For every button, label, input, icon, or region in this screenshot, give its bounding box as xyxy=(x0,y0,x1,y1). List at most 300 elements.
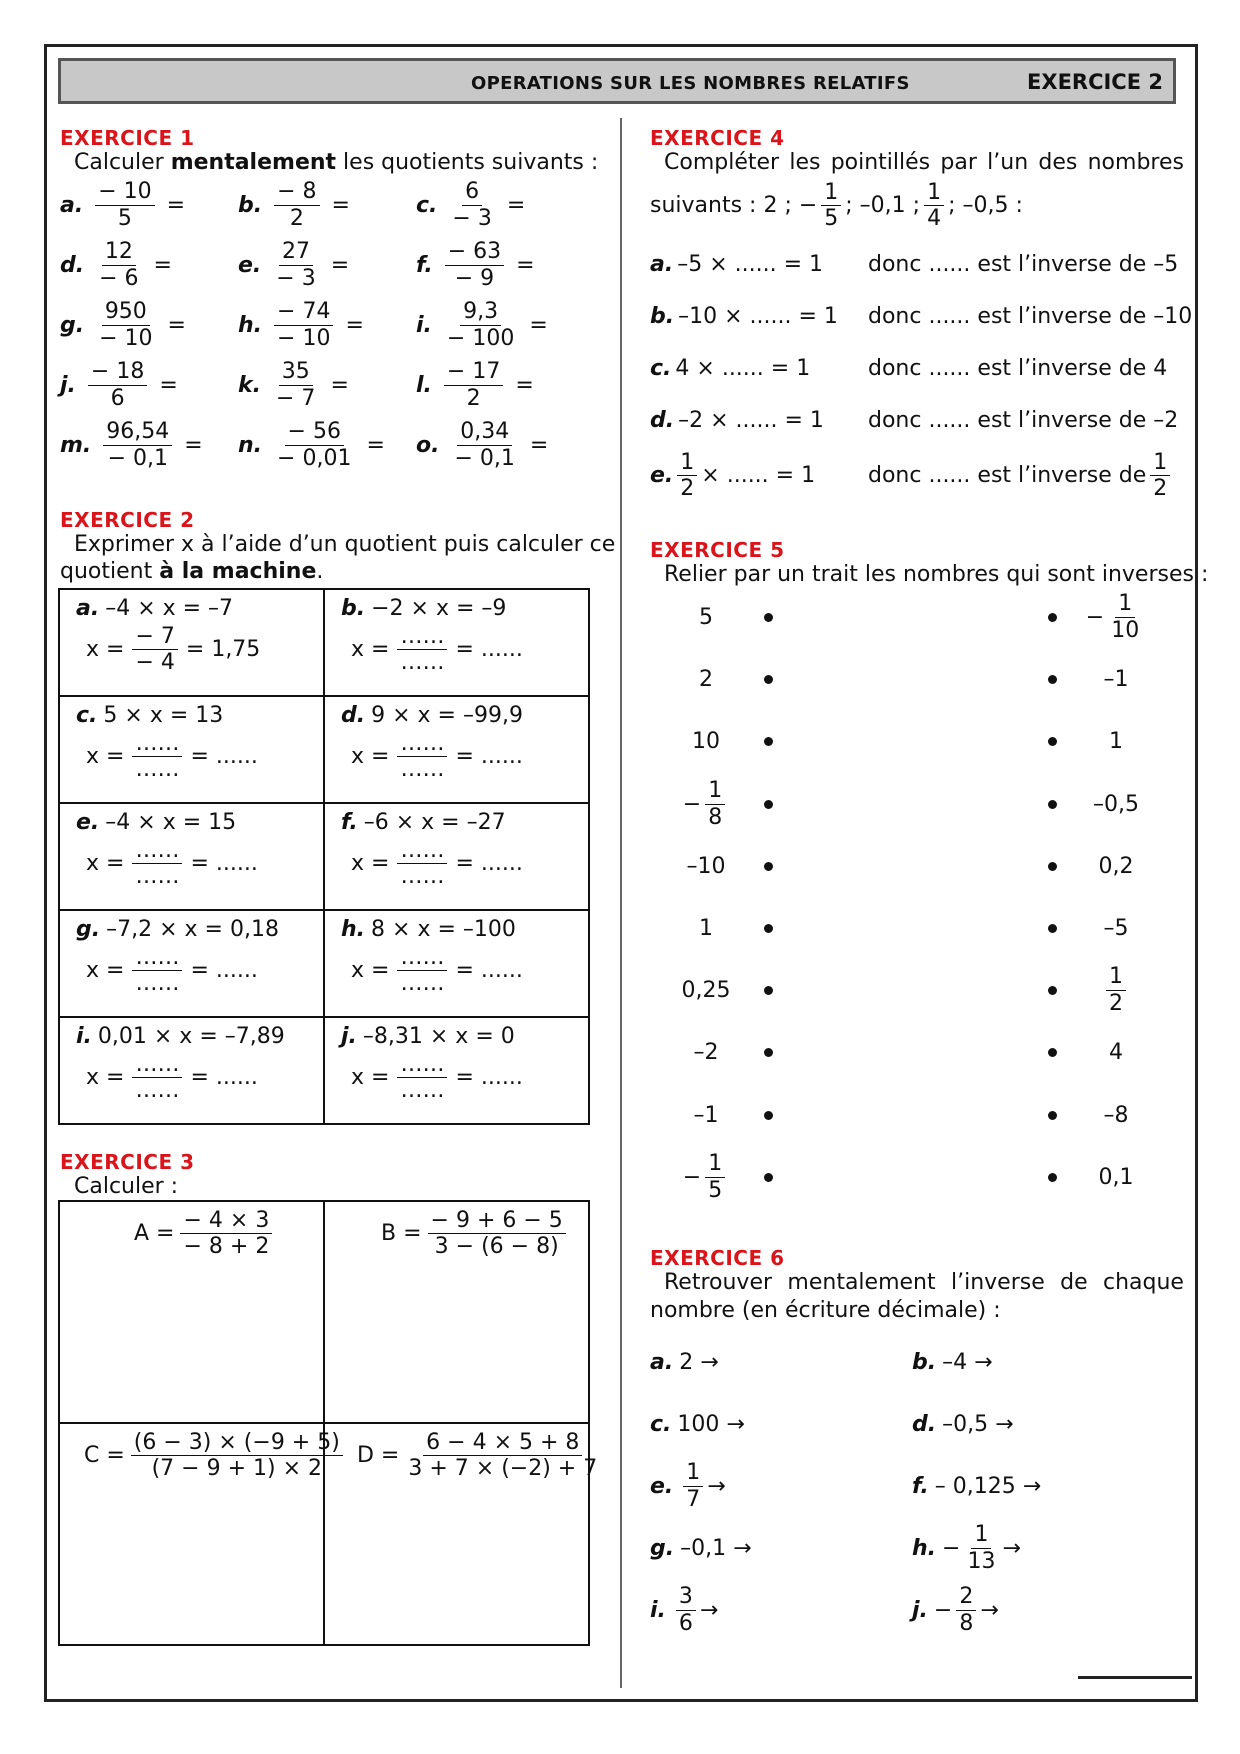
item-label: b. xyxy=(341,596,366,621)
item-label: m. xyxy=(60,432,92,458)
item-label: c. xyxy=(650,356,672,381)
equation-cell xyxy=(323,695,590,804)
fraction-denominator: − 0,1 xyxy=(107,445,168,471)
item-label: d. xyxy=(650,408,675,433)
fraction-denominator: …… xyxy=(400,757,445,783)
quotient-item xyxy=(238,416,385,474)
ex4-intro-line1: Compléter les pointillés par l’un des nombres xyxy=(664,150,1184,175)
equation xyxy=(341,917,516,942)
fraction-numerator: 35 xyxy=(279,359,313,385)
fraction xyxy=(1108,591,1142,643)
fraction xyxy=(705,1151,725,1203)
result: = ...... xyxy=(455,1065,523,1091)
fraction-denominator: − 9 xyxy=(454,265,495,291)
arrow-icon: → xyxy=(707,1473,726,1499)
right-number xyxy=(1056,585,1176,649)
expression xyxy=(84,1430,347,1482)
right-dot[interactable] xyxy=(1048,986,1057,995)
number-value: – 0,125 → xyxy=(934,1473,1042,1499)
equals-sign: = xyxy=(529,432,549,458)
solution xyxy=(86,838,258,890)
fraction xyxy=(449,179,494,231)
ex6-intro-line2: nombre (en écriture décimale) : xyxy=(650,1298,1001,1323)
left-dot[interactable] xyxy=(764,737,773,746)
inverse-item xyxy=(912,1456,1041,1516)
fraction xyxy=(397,731,447,783)
right-dot[interactable] xyxy=(1048,862,1057,871)
number-value: 0,25 xyxy=(681,977,731,1003)
inverse-row xyxy=(650,408,824,433)
number-value: –0,5 → xyxy=(942,1411,1014,1437)
fraction-numerator: …… xyxy=(397,1052,447,1078)
item-label: g. xyxy=(76,917,101,942)
fraction-denominator: − 3 xyxy=(276,265,316,291)
quotient-item xyxy=(238,176,350,234)
x-equals: x = xyxy=(86,851,125,877)
equation-cell xyxy=(58,909,325,1018)
page-title: OPERATIONS SUR LES NOMBRES RELATIFS xyxy=(471,73,910,94)
fraction: $\frac{1}{4}$ xyxy=(924,180,944,232)
number-value: 1 xyxy=(699,915,713,941)
fraction-numerator: …… xyxy=(132,838,182,864)
fraction xyxy=(103,419,172,471)
expression-name: B = xyxy=(381,1221,422,1247)
arrow-icon: → xyxy=(980,1597,999,1623)
fraction-numerator: 1 xyxy=(1106,964,1126,990)
left-dot[interactable] xyxy=(764,1173,773,1182)
quotient-item xyxy=(60,416,203,474)
x-equals: x = xyxy=(351,851,390,877)
ex4-row-e: e. $\frac{1}{2}$ × ...... = 1 xyxy=(650,450,816,502)
item-label: d. xyxy=(341,703,366,728)
right-dot[interactable] xyxy=(1048,924,1057,933)
number-value: 2 → xyxy=(679,1349,719,1375)
item-label: b. xyxy=(912,1349,937,1375)
item-label: d. xyxy=(60,252,85,278)
fraction-numerator: …… xyxy=(132,945,182,971)
ex1-title: EXERCICE 1 xyxy=(60,126,195,150)
item-label: i. xyxy=(76,1024,92,1049)
fraction-numerator: …… xyxy=(132,1052,182,1078)
product-equation: 4 × ...... = 1 xyxy=(675,356,811,381)
left-dot[interactable] xyxy=(764,613,773,622)
result: = ...... xyxy=(190,1065,258,1091)
item-label: l. xyxy=(416,372,432,398)
fraction-denominator: − 4 xyxy=(135,650,175,676)
fraction xyxy=(132,945,182,997)
number-value: 10 xyxy=(692,728,720,754)
fraction: $\frac{1}{2}$ xyxy=(677,450,697,502)
x-equals: x = xyxy=(86,958,125,984)
result: = ...... xyxy=(190,744,258,770)
ex2-title: EXERCICE 2 xyxy=(60,508,195,532)
inverse-item xyxy=(650,1394,745,1454)
expression xyxy=(381,1208,570,1260)
x-equals: x = xyxy=(351,744,390,770)
expression-name: C = xyxy=(84,1443,125,1469)
fraction-numerator: 0,34 xyxy=(457,419,512,445)
header-bar xyxy=(58,58,1176,104)
fraction-numerator: 1 xyxy=(971,1522,991,1548)
right-dot[interactable] xyxy=(1048,737,1057,746)
fraction: $\frac{1}{2}$ xyxy=(1150,450,1170,502)
equals-sign: = xyxy=(166,192,186,218)
fraction xyxy=(444,359,503,411)
left-dot[interactable] xyxy=(764,862,773,871)
item-label: h. xyxy=(912,1535,937,1561)
inverse-text: donc ...... est l’inverse de 4 xyxy=(868,356,1168,381)
fraction-denominator: − 7 xyxy=(276,385,316,411)
inverse-item xyxy=(912,1518,1021,1578)
fraction-numerator: − 10 xyxy=(95,179,154,205)
equation-text: 9 × x = –99,9 xyxy=(371,703,523,728)
left-dot[interactable] xyxy=(764,986,773,995)
item-label: e. xyxy=(76,810,100,835)
x-equals: x = xyxy=(351,958,390,984)
equals-sign: = xyxy=(184,432,203,458)
equals-sign: = xyxy=(529,312,548,338)
item-label: a. xyxy=(650,1349,674,1375)
quotient-item xyxy=(416,296,548,354)
inverse-statement xyxy=(868,252,1178,277)
fraction xyxy=(451,419,517,471)
quotient-item xyxy=(238,236,349,294)
fraction-numerator: 9,3 xyxy=(460,299,501,325)
result: = ...... xyxy=(190,958,258,984)
inverse-item xyxy=(650,1456,726,1516)
left-dot[interactable] xyxy=(764,924,773,933)
equals-sign: = xyxy=(330,372,349,398)
ex4-title: EXERCICE 4 xyxy=(650,126,785,150)
fraction-denominator: 2 xyxy=(1109,990,1123,1016)
fraction xyxy=(180,1208,272,1260)
right-number xyxy=(1056,647,1176,711)
left-number xyxy=(646,1083,766,1147)
fraction-denominator: …… xyxy=(135,757,180,783)
expression-cell xyxy=(58,1200,325,1424)
item-label: h. xyxy=(341,917,366,942)
fraction xyxy=(428,1208,566,1260)
equals-sign: = xyxy=(331,192,350,218)
fraction xyxy=(397,838,447,890)
fraction xyxy=(274,299,333,351)
equation xyxy=(341,810,506,835)
fraction xyxy=(445,239,504,291)
equation-text: 5 × x = 13 xyxy=(103,703,224,728)
fraction-denominator: …… xyxy=(135,1078,180,1104)
fraction-denominator: 2 xyxy=(466,385,481,411)
left-number xyxy=(646,1020,766,1084)
item-label: h. xyxy=(238,312,263,338)
result: = ...... xyxy=(190,851,258,877)
number-value: 1 xyxy=(1109,728,1123,754)
fraction xyxy=(397,1052,447,1104)
equation xyxy=(76,810,236,835)
item-label: a. xyxy=(76,596,100,621)
number-value: 0,2 xyxy=(1098,853,1134,879)
ex6-intro-line1: Retrouver mentalement l’inverse de chaque xyxy=(664,1270,1184,1295)
quotient-item xyxy=(416,176,525,234)
fraction xyxy=(956,1584,976,1636)
column-divider xyxy=(620,118,622,1688)
fraction-denominator: 6 xyxy=(110,385,125,411)
number-value: –0,5 xyxy=(1093,791,1139,817)
item-label: f. xyxy=(416,252,433,278)
quotient-item xyxy=(416,416,548,474)
equation xyxy=(341,596,506,621)
inverse-row xyxy=(650,356,810,381)
fraction-denominator: (7 − 9 + 1) × 2 xyxy=(151,1456,323,1482)
fraction xyxy=(96,299,155,351)
inverse-item xyxy=(650,1332,719,1392)
right-dot[interactable] xyxy=(1048,800,1057,809)
quotient-item xyxy=(416,236,535,294)
left-dot[interactable] xyxy=(764,1048,773,1057)
fraction xyxy=(274,179,319,231)
solution xyxy=(351,731,523,783)
fraction-numerator: − 18 xyxy=(88,359,147,385)
right-dot[interactable] xyxy=(1048,613,1057,622)
right-dot[interactable] xyxy=(1048,1048,1057,1057)
equation-cell xyxy=(323,1016,590,1125)
item-label: a. xyxy=(60,192,84,218)
equals-sign: = xyxy=(153,252,172,278)
fraction xyxy=(397,945,447,997)
solution xyxy=(351,838,523,890)
item-label: e. xyxy=(238,252,262,278)
fraction-denominator: − 0,01 xyxy=(277,445,352,471)
equals-sign: = xyxy=(167,312,186,338)
inverse-item xyxy=(650,1518,752,1578)
item-label: c. xyxy=(416,192,438,218)
fraction-denominator: 10 xyxy=(1111,617,1140,643)
result: = ...... xyxy=(455,958,523,984)
fraction-numerator: − 56 xyxy=(285,419,344,445)
equation-cell xyxy=(323,802,590,911)
inverse-row xyxy=(650,304,838,329)
inverse-item xyxy=(912,1332,993,1392)
fraction-denominator: 3 + 7 × (−2) + 7 xyxy=(408,1456,598,1482)
fraction-denominator: 3 − (6 − 8) xyxy=(434,1234,559,1260)
equation-cell xyxy=(58,695,325,804)
right-number xyxy=(1056,834,1176,898)
left-dot[interactable] xyxy=(764,675,773,684)
fraction xyxy=(397,624,447,676)
fraction xyxy=(273,359,318,411)
expression-cell xyxy=(323,1422,598,1646)
fraction xyxy=(274,419,354,471)
equals-sign: = xyxy=(515,372,534,398)
arrow-icon: → xyxy=(699,1597,719,1623)
equation-text: 0,01 × x = –7,89 xyxy=(97,1024,285,1049)
item-label: e. xyxy=(650,1473,674,1499)
x-equals: x = xyxy=(351,1065,390,1091)
quotient-item xyxy=(60,236,172,294)
equals-sign: = xyxy=(506,192,526,218)
expression-cell xyxy=(58,1422,340,1646)
quotient-item xyxy=(60,176,185,234)
number-value: –0,1 → xyxy=(680,1535,752,1561)
inverse-statement xyxy=(868,304,1192,329)
item-label: j. xyxy=(60,372,76,398)
equation xyxy=(76,1024,285,1049)
equation-text: –6 × x = –27 xyxy=(363,810,506,835)
item-label: a. xyxy=(650,252,674,277)
fraction: $\frac{1}{5}$ xyxy=(821,180,841,232)
item-label: k. xyxy=(238,372,261,398)
product-equation: –10 × ...... = 1 xyxy=(678,304,838,329)
right-number xyxy=(1056,1083,1176,1147)
right-dot[interactable] xyxy=(1048,675,1057,684)
solution xyxy=(86,1052,258,1104)
ex3-intro: Calculer : xyxy=(74,1174,179,1199)
fraction-denominator: − 10 xyxy=(99,325,153,351)
ex6-title: EXERCICE 6 xyxy=(650,1246,785,1270)
solution xyxy=(86,624,260,676)
minus-sign: − xyxy=(942,1535,961,1561)
fraction-numerator: 1 xyxy=(705,1151,725,1177)
number-value: 4 xyxy=(1109,1039,1123,1065)
product-equation: –5 × ...... = 1 xyxy=(677,252,823,277)
fraction xyxy=(132,731,182,783)
fraction-numerator: …… xyxy=(397,731,447,757)
fraction-numerator: − 8 xyxy=(274,179,319,205)
page-exercise-number: EXERCICE 2 xyxy=(1027,70,1163,94)
right-number xyxy=(1056,958,1176,1022)
number-value: –1 xyxy=(693,1102,719,1128)
item-label: o. xyxy=(416,432,440,458)
equation xyxy=(341,703,523,728)
ex2-intro-line2: quotient à la machine. xyxy=(60,559,324,584)
number-value: 5 xyxy=(699,604,713,630)
fraction-numerator: − 7 xyxy=(132,624,177,650)
right-dot[interactable] xyxy=(1048,1111,1057,1120)
item-label: c. xyxy=(76,703,98,728)
ex3-title: EXERCICE 3 xyxy=(60,1150,195,1174)
fraction xyxy=(132,838,182,890)
inverse-statement xyxy=(868,356,1167,381)
corner-decoration xyxy=(1078,1676,1192,1701)
equation-text: −2 × x = –9 xyxy=(371,596,507,621)
fraction xyxy=(405,1430,600,1482)
number-value: 2 xyxy=(699,666,713,692)
solution xyxy=(351,624,523,676)
fraction-denominator: 13 xyxy=(967,1548,996,1574)
quotient-item xyxy=(416,356,534,414)
equation-cell xyxy=(323,588,590,697)
equation-cell xyxy=(58,802,325,911)
right-number xyxy=(1056,1020,1176,1084)
equation-cell xyxy=(58,588,325,697)
fraction-denominator: − 100 xyxy=(446,325,515,351)
expression-name: D = xyxy=(357,1443,400,1469)
ex2-intro-line1: Exprimer x à l’aide d’un quotient puis calculer ce xyxy=(74,532,616,557)
item-label: i. xyxy=(416,312,432,338)
fraction xyxy=(88,359,147,411)
fraction xyxy=(96,239,141,291)
fraction-numerator: 6 − 4 × 5 + 8 xyxy=(423,1430,582,1456)
x-equals: x = xyxy=(351,637,390,663)
fraction-numerator: − 17 xyxy=(444,359,503,385)
x-equals: x = xyxy=(86,744,125,770)
fraction-denominator: 5 xyxy=(708,1177,723,1203)
inverse-row xyxy=(650,252,823,277)
inverse-text: donc ...... est l’inverse de –2 xyxy=(868,408,1179,433)
fraction-denominator: 7 xyxy=(686,1486,701,1512)
left-number xyxy=(646,1145,766,1209)
inverse-item xyxy=(912,1394,1014,1454)
fraction xyxy=(683,1460,703,1512)
fraction-numerator: 950 xyxy=(102,299,150,325)
fraction-denominator: …… xyxy=(400,1078,445,1104)
number-value: –8 xyxy=(1103,1102,1129,1128)
left-number xyxy=(646,585,766,649)
fraction-denominator: …… xyxy=(135,971,180,997)
left-dot[interactable] xyxy=(764,1111,773,1120)
inverse-item xyxy=(912,1580,999,1640)
fraction-numerator: 6 xyxy=(462,179,482,205)
arrow-icon: → xyxy=(1002,1535,1021,1561)
fraction-numerator: 12 xyxy=(102,239,136,265)
solution xyxy=(86,731,258,783)
quotient-item xyxy=(238,356,349,414)
fraction-numerator: 3 xyxy=(676,1584,696,1610)
fraction xyxy=(273,239,318,291)
right-number xyxy=(1056,1145,1176,1209)
fraction xyxy=(95,179,154,231)
left-number xyxy=(646,896,766,960)
fraction-denominator: …… xyxy=(400,650,445,676)
minus-sign: − xyxy=(933,1597,953,1623)
right-number xyxy=(1056,772,1176,836)
fraction-denominator: 8 xyxy=(708,804,723,830)
item-label: j. xyxy=(341,1024,357,1049)
equals-sign: = xyxy=(516,252,535,278)
fraction xyxy=(132,624,177,676)
item-label: f. xyxy=(341,810,358,835)
solution xyxy=(351,945,523,997)
fraction-numerator: 2 xyxy=(956,1584,976,1610)
expression xyxy=(134,1208,276,1260)
fraction-numerator: (6 − 3) × (−9 + 5) xyxy=(131,1430,343,1456)
equals-sign: = xyxy=(345,312,364,338)
number-value: –10 xyxy=(686,853,726,879)
left-dot[interactable] xyxy=(764,800,773,809)
equation xyxy=(341,1024,515,1049)
fraction-denominator: 8 xyxy=(959,1610,974,1636)
right-number xyxy=(1056,709,1176,773)
inverse-statement xyxy=(868,408,1178,433)
fraction-numerator: …… xyxy=(397,624,447,650)
fraction-denominator: …… xyxy=(400,864,445,890)
fraction xyxy=(444,299,517,351)
inverse-item xyxy=(650,1580,718,1640)
fraction-numerator: − 63 xyxy=(445,239,504,265)
quotient-item xyxy=(60,296,186,354)
item-label: i. xyxy=(650,1597,666,1623)
fraction-denominator: − 0,1 xyxy=(454,445,515,471)
fraction-numerator: 1 xyxy=(705,778,725,804)
fraction-numerator: − 74 xyxy=(274,299,333,325)
item-label: n. xyxy=(238,432,263,458)
right-dot[interactable] xyxy=(1048,1173,1057,1182)
ex4-intro-line2: suivants : 2 ; − $\frac{1}{5}$ ; –0,1 ; $\frac{1}{4}$ ; –0,5 : xyxy=(650,180,1023,232)
result: = ...... xyxy=(455,637,523,663)
equals-sign: = xyxy=(366,432,385,458)
expression xyxy=(357,1430,604,1482)
item-label: f. xyxy=(912,1473,929,1499)
result: = 1,75 xyxy=(185,637,261,663)
